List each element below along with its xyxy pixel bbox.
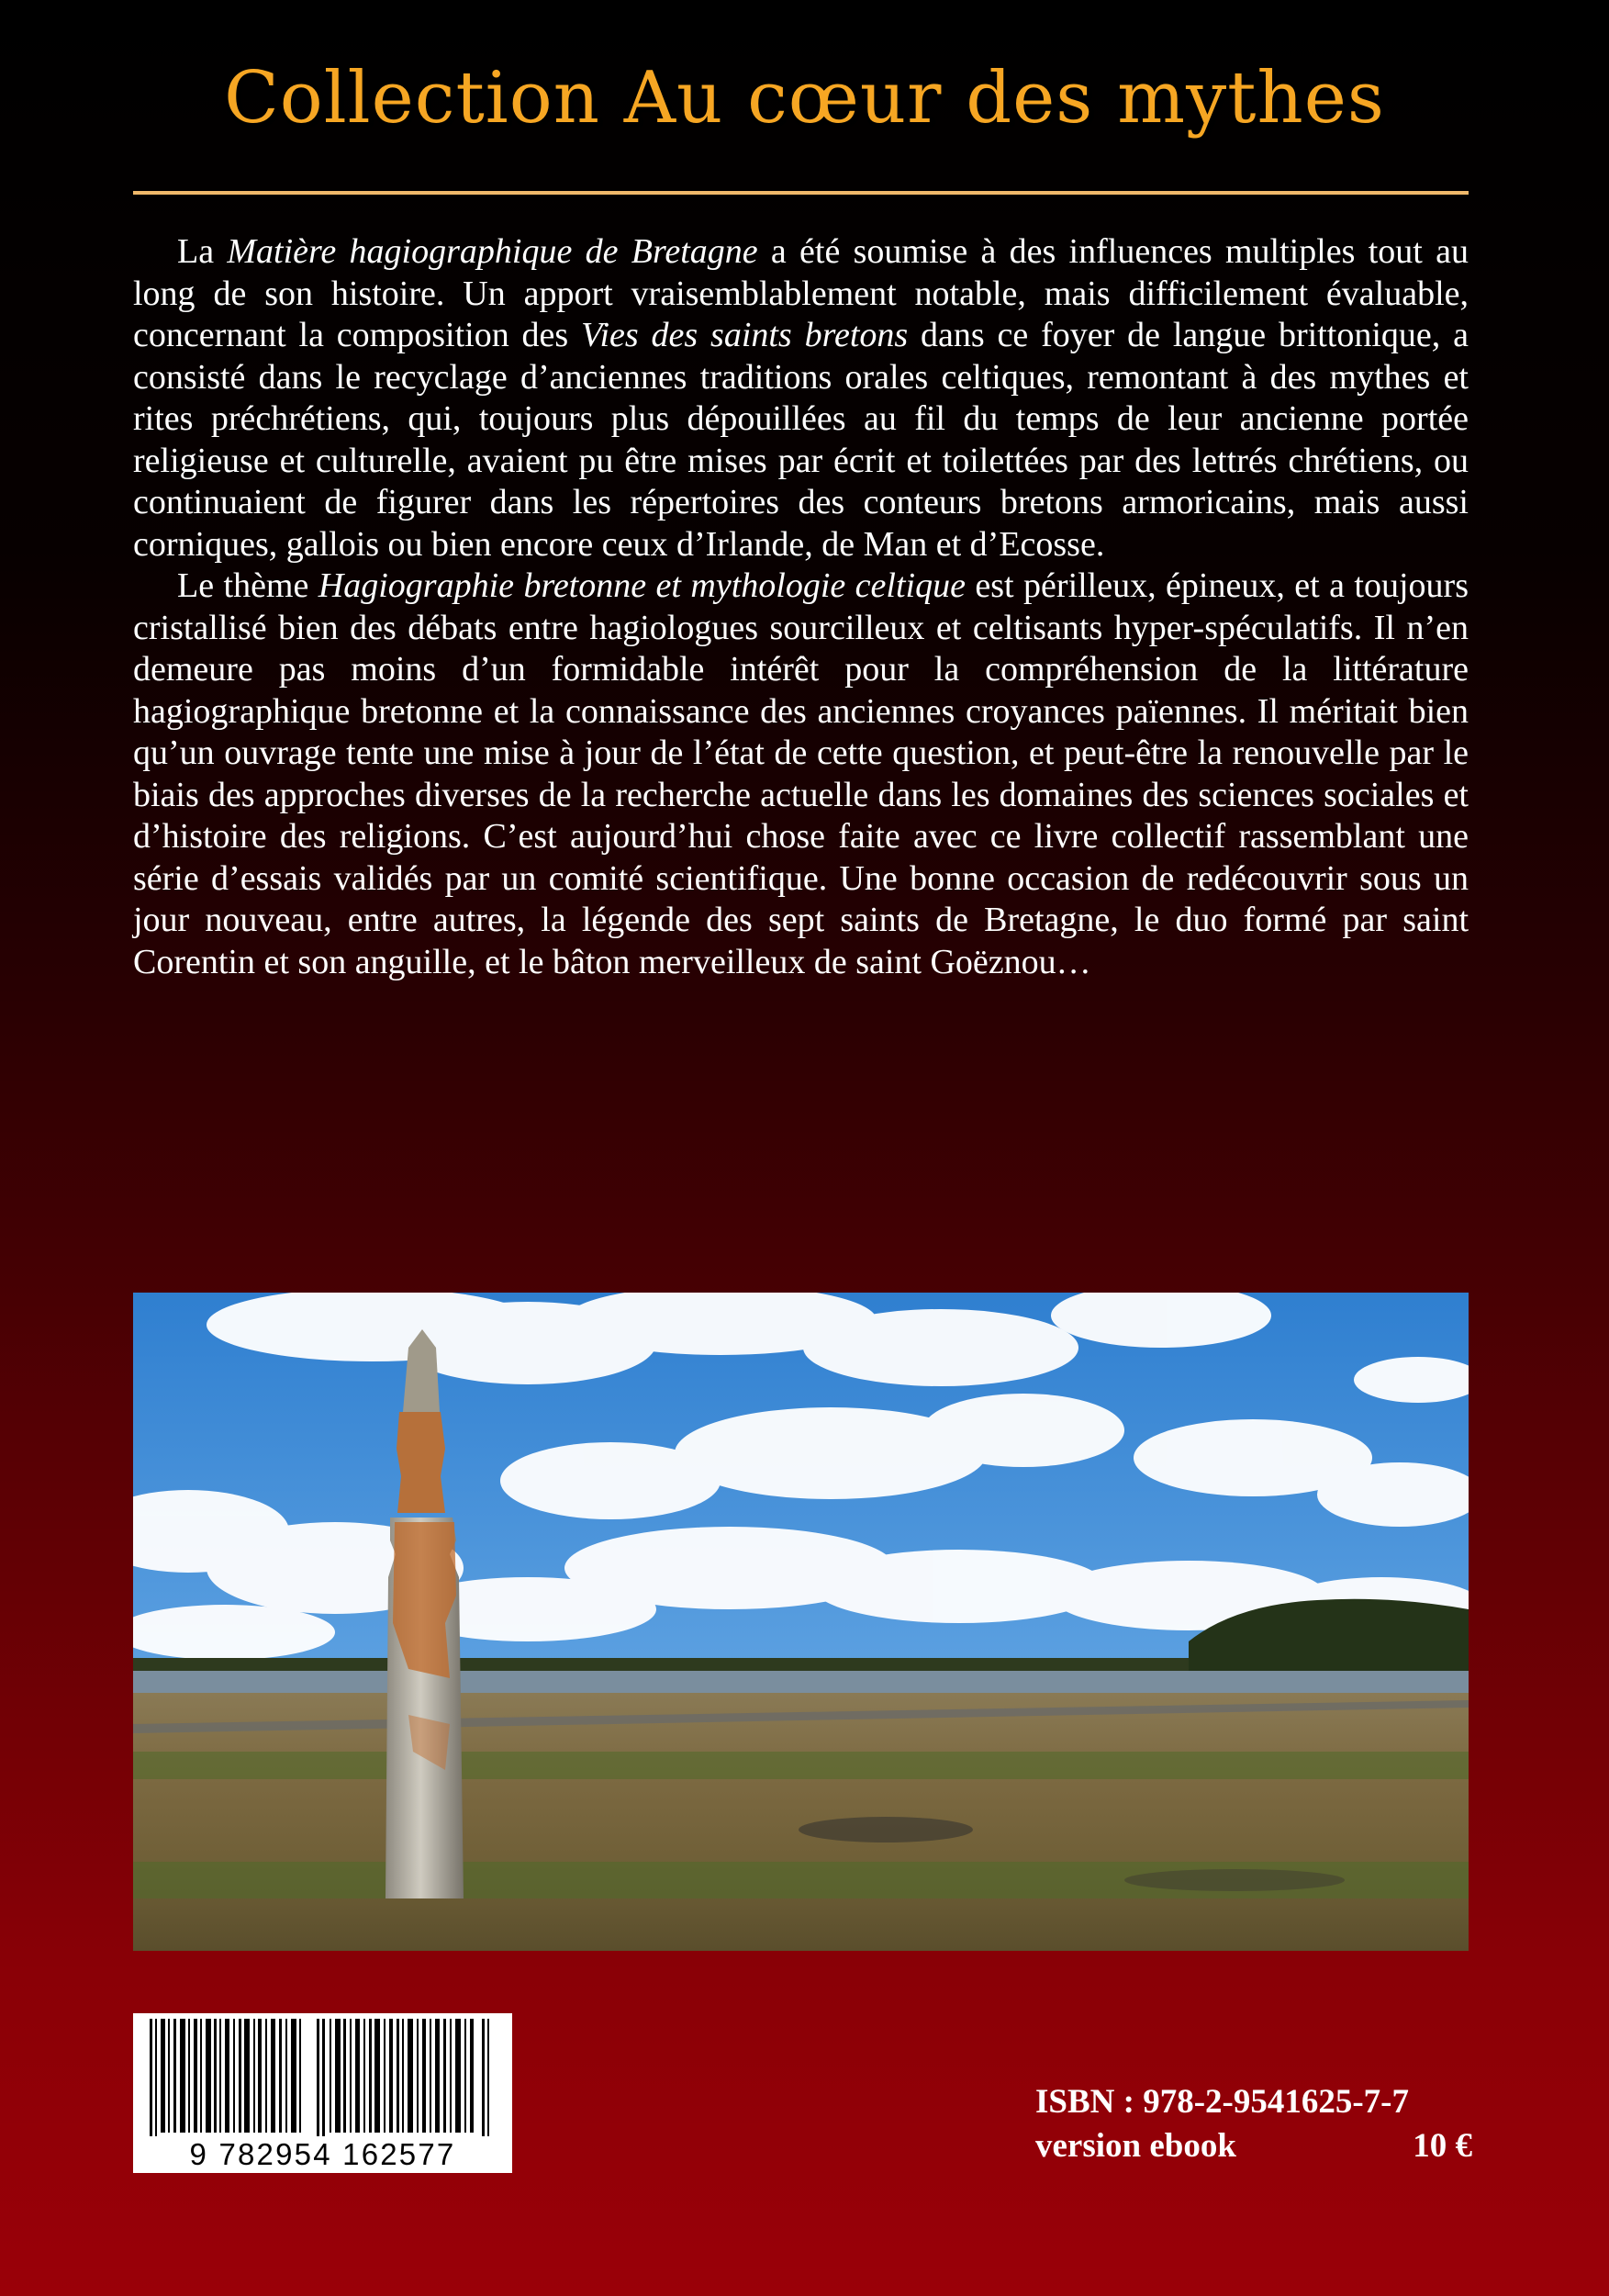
barcode-digits: 9 782954 162577 — [133, 2136, 512, 2173]
barcode-bars — [133, 2013, 512, 2142]
barcode — [133, 2013, 512, 2173]
p1-text-c: a été soumise à des influences multiples tout au long de son histoire. Un apport vraisemblablement notable, mais difficilement évaluable, concernant la composition des — [133, 232, 1469, 354]
landscape-photo — [133, 1293, 1469, 1951]
price: 10 € — [1413, 2127, 1472, 2165]
title-divider — [133, 191, 1469, 195]
p1-text-a: La — [177, 232, 228, 271]
p2-text-a: Le thème — [177, 566, 318, 605]
p1-text-e: dans ce foyer de langue brittonique, a consisté dans le recyclage d’anciennes traditions orales celtiques, remontant à des mythes et rites préchrétiens, qui, toujours plus dépouillées au fil du temps de leur ancienne portée religieuse et culturelle, avaient pu être mises par écrit et toilettées par des lettrés chrétiens, ou continuaient de figurer dans les répertoires des conteurs bretons armoricains, mais aussi corniques, gallois ou bien encore ceux d’Irlande, de Man et d’Ecosse. — [133, 316, 1469, 564]
edition-label: version ebook — [1035, 2127, 1236, 2165]
edition-line — [1035, 2126, 1472, 2168]
p1-italic-title: Matière hagiographique de Bretagne — [227, 232, 758, 271]
p2-italic-theme: Hagiographie bretonne et mythologie celtique — [318, 566, 966, 605]
p2-text-c: est périlleux, épineux, et a toujours cristallisé bien des débats entre hagiologues sourcilleux et celtisants hyper-spéculatifs. Il n’en demeure pas moins d’un formidable intérêt pour la compréhension de la littérature hagiographique bretonne et la connaissance des anciennes croyances païennes. Il méritait bien qu’un ouvrage tente une mise à jour de l’état de cette question, et peut-être la renouvelle par le biais des approches diverses de la recherche actuelle dans les domaines des sciences sociales et d’histoire des religions. C’est aujourd’hui chose faite avec ce livre collectif rassemblant une série d’essais validés par un comité scientifique. Une bonne occasion de redécouvrir sous un jour nouveau, entre autres, la légende des sept saints de Bretagne, le duo formé par saint Corentin et son anguille, et le bâton merveilleux de saint Goëznou… — [133, 566, 1469, 981]
isbn-number: ISBN : 978-2-9541625-7-7 — [1035, 2083, 1409, 2121]
p1-italic-vies: Vies des saints bretons — [581, 316, 909, 354]
back-cover-text — [133, 231, 1469, 983]
paragraph-2 — [133, 566, 1469, 983]
paragraph-1 — [133, 231, 1469, 566]
collection-title: Collection Au cœur des mythes — [224, 57, 1385, 140]
